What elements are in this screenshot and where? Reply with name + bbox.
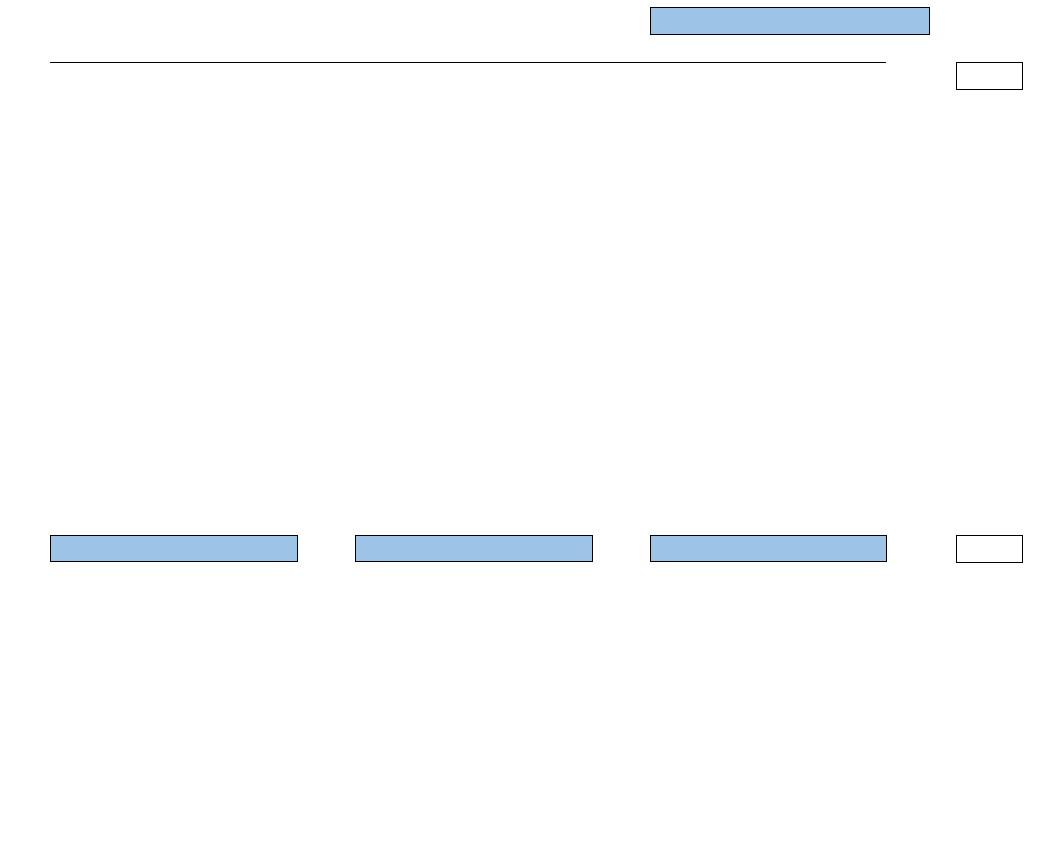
points-acquis-header-bottom <box>956 535 1023 563</box>
points-acquis-header <box>956 62 1023 90</box>
barrage-banner <box>650 535 887 562</box>
phase2-banner <box>355 535 593 562</box>
phase1-banner <box>50 535 298 562</box>
header-rule <box>50 62 886 63</box>
club-banner <box>650 7 930 35</box>
